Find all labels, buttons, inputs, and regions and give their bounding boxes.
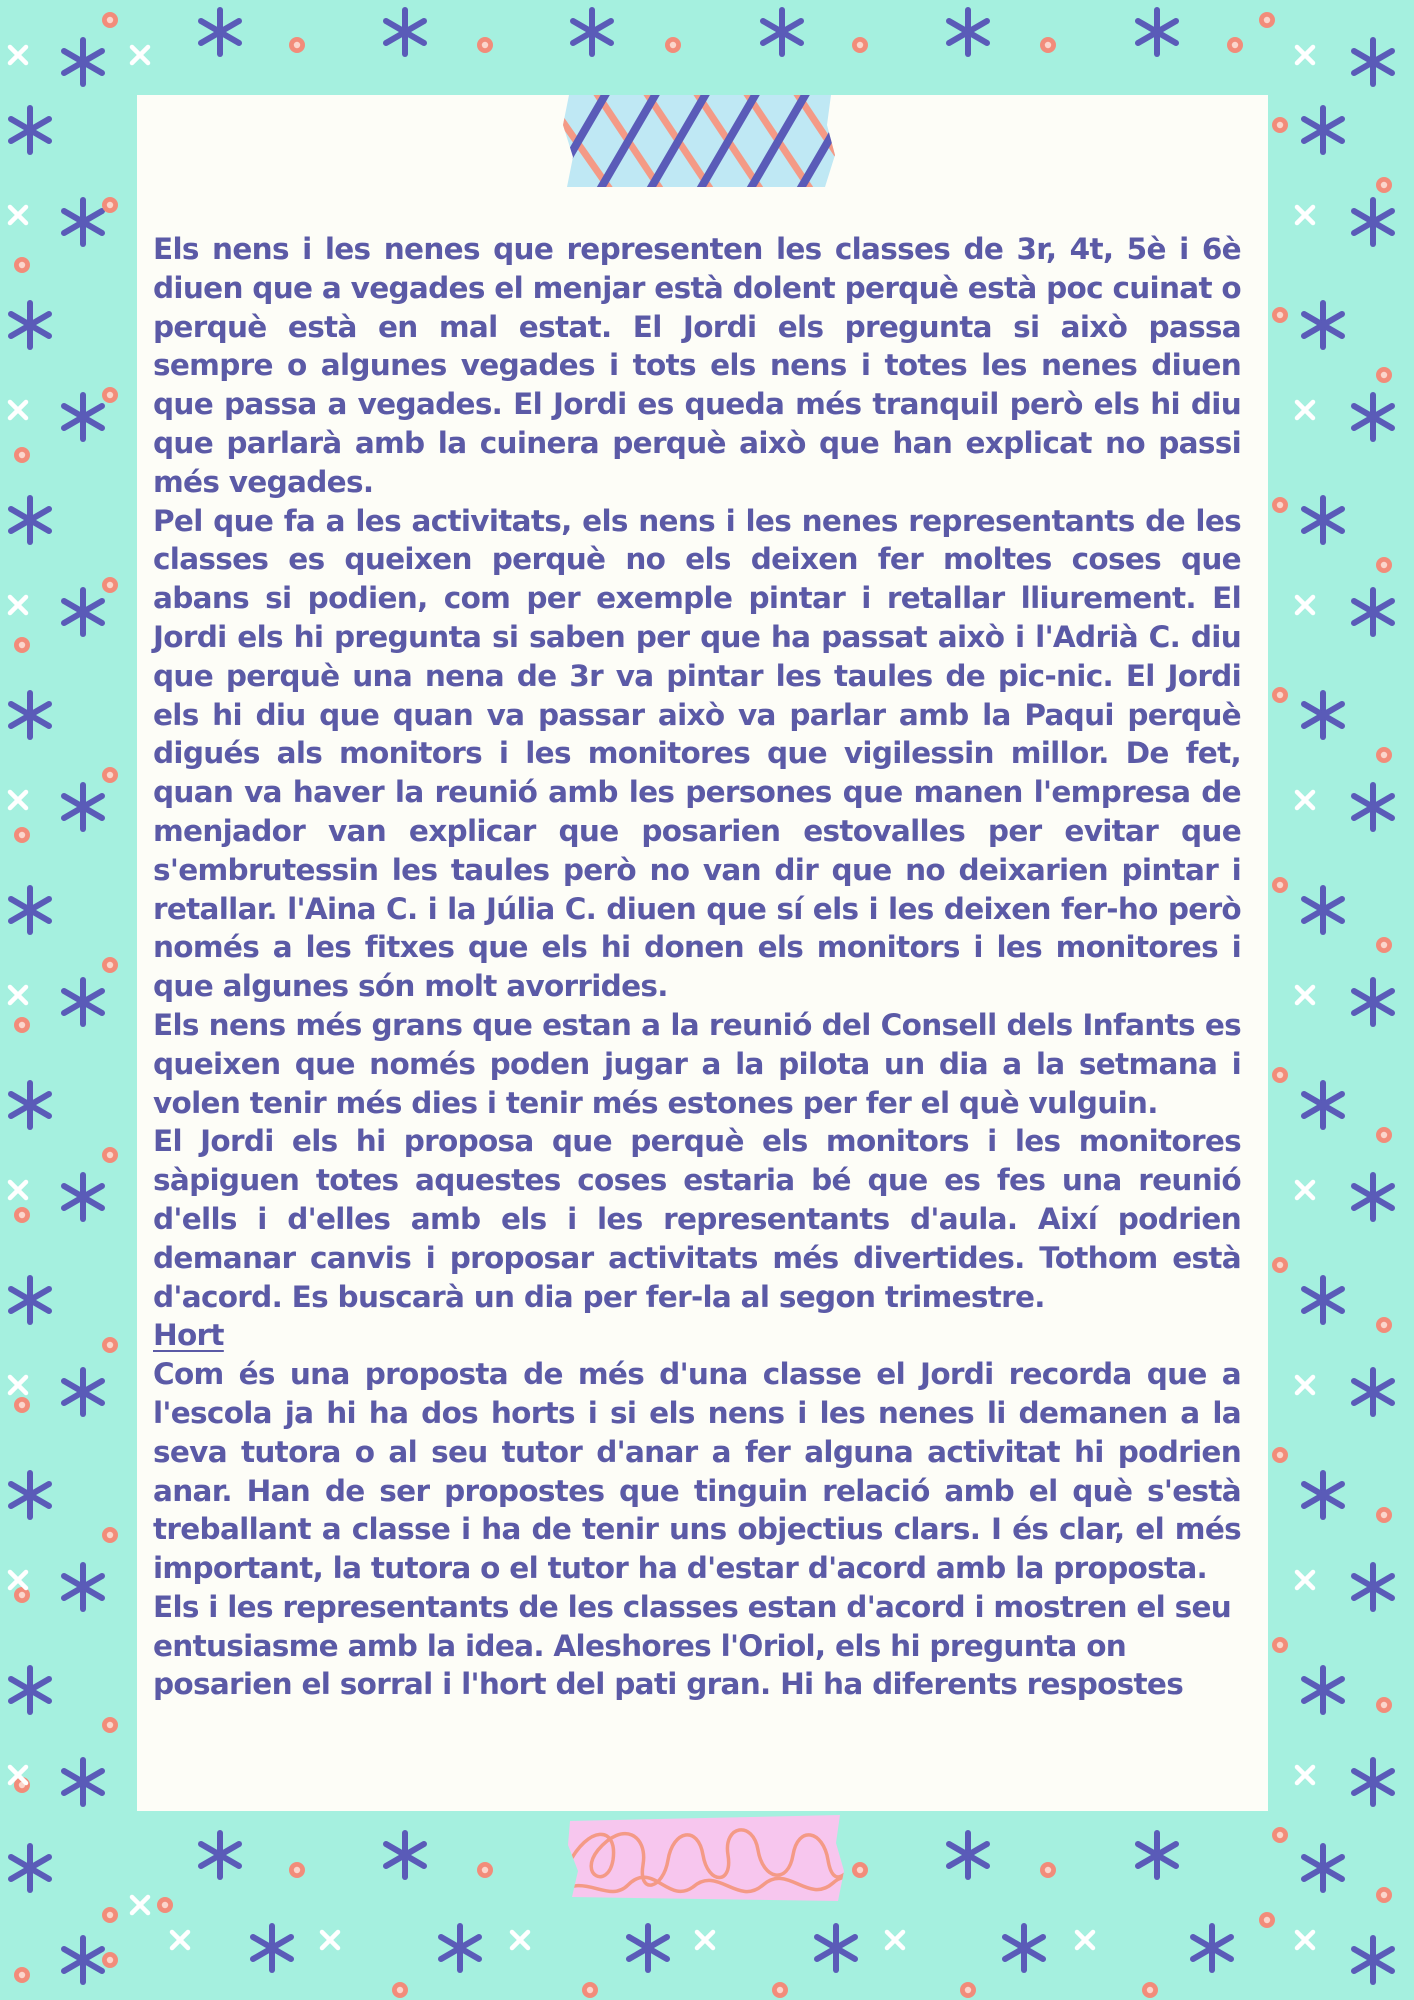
asterisk-icon bbox=[1193, 1926, 1231, 1970]
dot-icon bbox=[102, 12, 118, 28]
asterisk-icon bbox=[1304, 1083, 1342, 1127]
cross-icon bbox=[10, 597, 26, 613]
dot-icon bbox=[1376, 747, 1392, 763]
asterisk-icon bbox=[11, 1846, 49, 1890]
asterisk-icon bbox=[1354, 1370, 1392, 1414]
dot-icon bbox=[1376, 1317, 1392, 1333]
cross-icon bbox=[10, 1377, 26, 1393]
dot-icon bbox=[1259, 12, 1275, 28]
asterisk-icon bbox=[11, 888, 49, 932]
dot-icon bbox=[1272, 877, 1288, 893]
dot-icon bbox=[157, 1897, 173, 1913]
asterisk-icon bbox=[1304, 1668, 1342, 1712]
asterisk-icon bbox=[64, 1565, 102, 1609]
asterisk-icon bbox=[11, 1278, 49, 1322]
dot-icon bbox=[1272, 687, 1288, 703]
cross-icon bbox=[1297, 402, 1313, 418]
dot-icon bbox=[582, 1982, 598, 1998]
cross-icon bbox=[1297, 47, 1313, 63]
asterisk-icon bbox=[64, 395, 102, 439]
cross-icon bbox=[1297, 987, 1313, 1003]
dot-icon bbox=[960, 1982, 976, 1998]
dot-icon bbox=[1376, 1127, 1392, 1143]
asterisk-icon bbox=[11, 1083, 49, 1127]
cross-icon bbox=[1297, 207, 1313, 223]
asterisk-icon bbox=[1354, 40, 1392, 84]
dot-icon bbox=[14, 257, 30, 273]
dot-icon bbox=[1040, 37, 1056, 53]
asterisk-icon bbox=[11, 108, 49, 152]
dot-icon bbox=[1040, 1862, 1056, 1878]
cross-icon bbox=[132, 1897, 148, 1913]
dot-icon bbox=[852, 37, 868, 53]
asterisk-icon bbox=[11, 303, 49, 347]
asterisk-icon bbox=[1304, 108, 1342, 152]
washi-tape-loops bbox=[568, 1815, 846, 1901]
asterisk-icon bbox=[1354, 590, 1392, 634]
cross-icon bbox=[1297, 1932, 1313, 1948]
asterisk-icon bbox=[64, 1938, 102, 1982]
dot-icon bbox=[392, 1982, 408, 1998]
asterisk-icon bbox=[1354, 980, 1392, 1024]
dot-icon bbox=[1376, 177, 1392, 193]
dot-icon bbox=[14, 1967, 30, 1983]
cross-icon bbox=[1297, 1767, 1313, 1783]
dot-icon bbox=[1272, 497, 1288, 513]
dot-icon bbox=[1272, 1067, 1288, 1083]
dot-icon bbox=[1272, 1447, 1288, 1463]
asterisk-icon bbox=[64, 40, 102, 84]
dot-icon bbox=[1259, 1912, 1275, 1928]
cross-icon bbox=[10, 207, 26, 223]
dot-icon bbox=[102, 1907, 118, 1923]
dot-icon bbox=[14, 447, 30, 463]
dot-icon bbox=[1272, 1827, 1288, 1843]
paragraph: Pel que fa a les activitats, els nens i les nenes representants de les classes es queixen perquè no els deixen fer moltes coses que abans si podien, com per exemple pintar i retallar lliurement. El Jordi els hi pregunta si saben per que ha passat això i l'Adrià C. diu que perquè una nena de 3r va pintar les taules de pic-nic. El Jordi els hi diu que quan va passar això va parlar amb la Paqui perquè digués als monitors i les monitores que vigilessin millor. De fet, quan va haver la reunió amb les persones que manen l'empresa de menjador van explicar que posarien estovalles per evitar que s'embrutessin les taules però no van dir que no deixarien pintar i retallar. l'Aina C. i la Júlia C. diuen que sí els i les deixen fer-ho però només a les fitxes que els hi donen els monitors i les monitores i que algunes són molt avorrides. bbox=[153, 503, 1241, 1004]
dot-icon bbox=[102, 577, 118, 593]
cross-icon bbox=[512, 1932, 528, 1948]
asterisk-icon bbox=[1354, 200, 1392, 244]
cross-icon bbox=[1077, 1932, 1093, 1948]
cross-icon bbox=[1297, 1377, 1313, 1393]
asterisk-icon bbox=[629, 1926, 667, 1970]
paragraph: Els nens més grans que estan a la reunió del Consell dels Infants es queixen que només poden jugar a la pilota un dia a la setmana i volen tenir més dies i tenir més estones per fer el què vulguin. bbox=[153, 1007, 1241, 1120]
cross-icon bbox=[10, 792, 26, 808]
dot-icon bbox=[102, 1527, 118, 1543]
asterisk-icon bbox=[1354, 1175, 1392, 1219]
paragraph: Com és una proposta de més d'una classe el Jordi recorda que a l'escola ja hi ha dos horts i si els nens i les nenes li demanen a la seva tutora o al seu tutor d'anar a fer alguna activitat hi podrien anar. Han de ser propostes que tinguin relació amb el què s'està treballant a classe i ha de tenir uns objectius clars. I és clar, el més important, la tutora o el tutor ha d'estar d'acord amb la proposta. bbox=[153, 1357, 1241, 1586]
dot-icon bbox=[14, 637, 30, 653]
asterisk-icon bbox=[817, 1926, 855, 1970]
dot-icon bbox=[102, 767, 118, 783]
cross-icon bbox=[697, 1932, 713, 1948]
asterisk-icon bbox=[1304, 1473, 1342, 1517]
asterisk-icon bbox=[11, 1668, 49, 1712]
asterisk-icon bbox=[64, 590, 102, 634]
asterisk-icon bbox=[1304, 498, 1342, 542]
dot-icon bbox=[1376, 937, 1392, 953]
dot-icon bbox=[1376, 1697, 1392, 1713]
dot-icon bbox=[772, 1982, 788, 1998]
asterisk-icon bbox=[1138, 1833, 1176, 1877]
dot-icon bbox=[102, 1717, 118, 1733]
cross-icon bbox=[887, 1932, 903, 1948]
cross-icon bbox=[1297, 1182, 1313, 1198]
cross-icon bbox=[10, 402, 26, 418]
dot-icon bbox=[1376, 1507, 1392, 1523]
cross-icon bbox=[132, 47, 148, 63]
document-body bbox=[153, 230, 1241, 1704]
asterisk-icon bbox=[11, 498, 49, 542]
asterisk-icon bbox=[763, 10, 801, 54]
dot-icon bbox=[14, 827, 30, 843]
asterisk-icon bbox=[64, 785, 102, 829]
asterisk-icon bbox=[201, 1833, 239, 1877]
dot-icon bbox=[477, 1862, 493, 1878]
paragraph: Els nens i les nenes que representen les classes de 3r, 4t, 5è i 6è diuen que a vegades el menjar està dolent perquè està poc cuinat o perquè està en mal estat. El Jordi els pregunta si això passa sempre o algunes vegades i tots els nens i totes les nenes diuen que passa a vegades. El Jordi es queda més tranquil però els hi diu que parlarà amb la cuinera perquè això que han explicat no passi més vegades. bbox=[153, 232, 1241, 499]
dot-icon bbox=[1376, 1887, 1392, 1903]
cross-icon bbox=[10, 1572, 26, 1588]
asterisk-icon bbox=[949, 1833, 987, 1877]
cross-icon bbox=[1297, 792, 1313, 808]
paragraph: El Jordi els hi proposa que perquè els monitors i les monitores sàpiguen totes aquestes coses estaria bé que es fes una reunió d'ells i d'elles amb els i les representants d'aula. Així podrien demanar canvis i proposar activitats més divertides. Tothom està d'acord. Es buscarà un dia per fer-la al segon trimestre. bbox=[153, 1124, 1241, 1314]
cross-icon bbox=[322, 1932, 338, 1948]
dot-icon bbox=[102, 1952, 118, 1968]
dot-icon bbox=[1272, 117, 1288, 133]
asterisk-icon bbox=[1354, 1565, 1392, 1609]
asterisk-icon bbox=[64, 980, 102, 1024]
dot-icon bbox=[1272, 1637, 1288, 1653]
asterisk-icon bbox=[201, 10, 239, 54]
asterisk-icon bbox=[64, 1760, 102, 1804]
cross-icon bbox=[10, 1182, 26, 1198]
cross-icon bbox=[10, 47, 26, 63]
dot-icon bbox=[289, 1862, 305, 1878]
asterisk-icon bbox=[1354, 395, 1392, 439]
asterisk-icon bbox=[11, 1473, 49, 1517]
asterisk-icon bbox=[64, 1370, 102, 1414]
dot-icon bbox=[1142, 1982, 1158, 1998]
dot-icon bbox=[14, 1207, 30, 1223]
dot-icon bbox=[102, 1337, 118, 1353]
asterisk-icon bbox=[386, 10, 424, 54]
cross-icon bbox=[10, 987, 26, 1003]
section-heading: Hort bbox=[153, 1318, 224, 1353]
dot-icon bbox=[1227, 37, 1243, 53]
asterisk-icon bbox=[1304, 1278, 1342, 1322]
asterisk-icon bbox=[1005, 1926, 1043, 1970]
dot-icon bbox=[1376, 367, 1392, 383]
asterisk-icon bbox=[64, 200, 102, 244]
asterisk-icon bbox=[1304, 888, 1342, 932]
asterisk-icon bbox=[1354, 1760, 1392, 1804]
dot-icon bbox=[665, 37, 681, 53]
asterisk-icon bbox=[949, 10, 987, 54]
asterisk-icon bbox=[386, 1833, 424, 1877]
dot-icon bbox=[1272, 307, 1288, 323]
asterisk-icon bbox=[1138, 10, 1176, 54]
asterisk-icon bbox=[1304, 1846, 1342, 1890]
asterisk-icon bbox=[253, 1926, 291, 1970]
cross-icon bbox=[1297, 597, 1313, 613]
dot-icon bbox=[289, 37, 305, 53]
asterisk-icon bbox=[1304, 303, 1342, 347]
asterisk-icon bbox=[573, 10, 611, 54]
dot-icon bbox=[102, 387, 118, 403]
dot-icon bbox=[1272, 1257, 1288, 1273]
dot-icon bbox=[102, 1147, 118, 1163]
washi-tape-striped bbox=[561, 95, 839, 187]
dot-icon bbox=[14, 1017, 30, 1033]
asterisk-icon bbox=[11, 693, 49, 737]
dot-icon bbox=[852, 1862, 868, 1878]
paragraph: Els i les representants de les classes estan d'acord i mostren el seu entusiasme amb la idea. Aleshores l'Oriol, els hi pregunta on posarien el sorral i l'hort del pati gran. Hi ha diferents respostes bbox=[153, 1589, 1232, 1702]
cross-icon bbox=[1297, 1572, 1313, 1588]
asterisk-icon bbox=[64, 1175, 102, 1219]
asterisk-icon bbox=[1304, 693, 1342, 737]
asterisk-icon bbox=[1354, 785, 1392, 829]
dot-icon bbox=[102, 197, 118, 213]
dot-icon bbox=[1376, 557, 1392, 573]
asterisk-icon bbox=[441, 1926, 479, 1970]
dot-icon bbox=[477, 37, 493, 53]
asterisk-icon bbox=[1354, 1938, 1392, 1982]
cross-icon bbox=[172, 1932, 188, 1948]
dot-icon bbox=[102, 957, 118, 973]
dot-icon bbox=[14, 1397, 30, 1413]
